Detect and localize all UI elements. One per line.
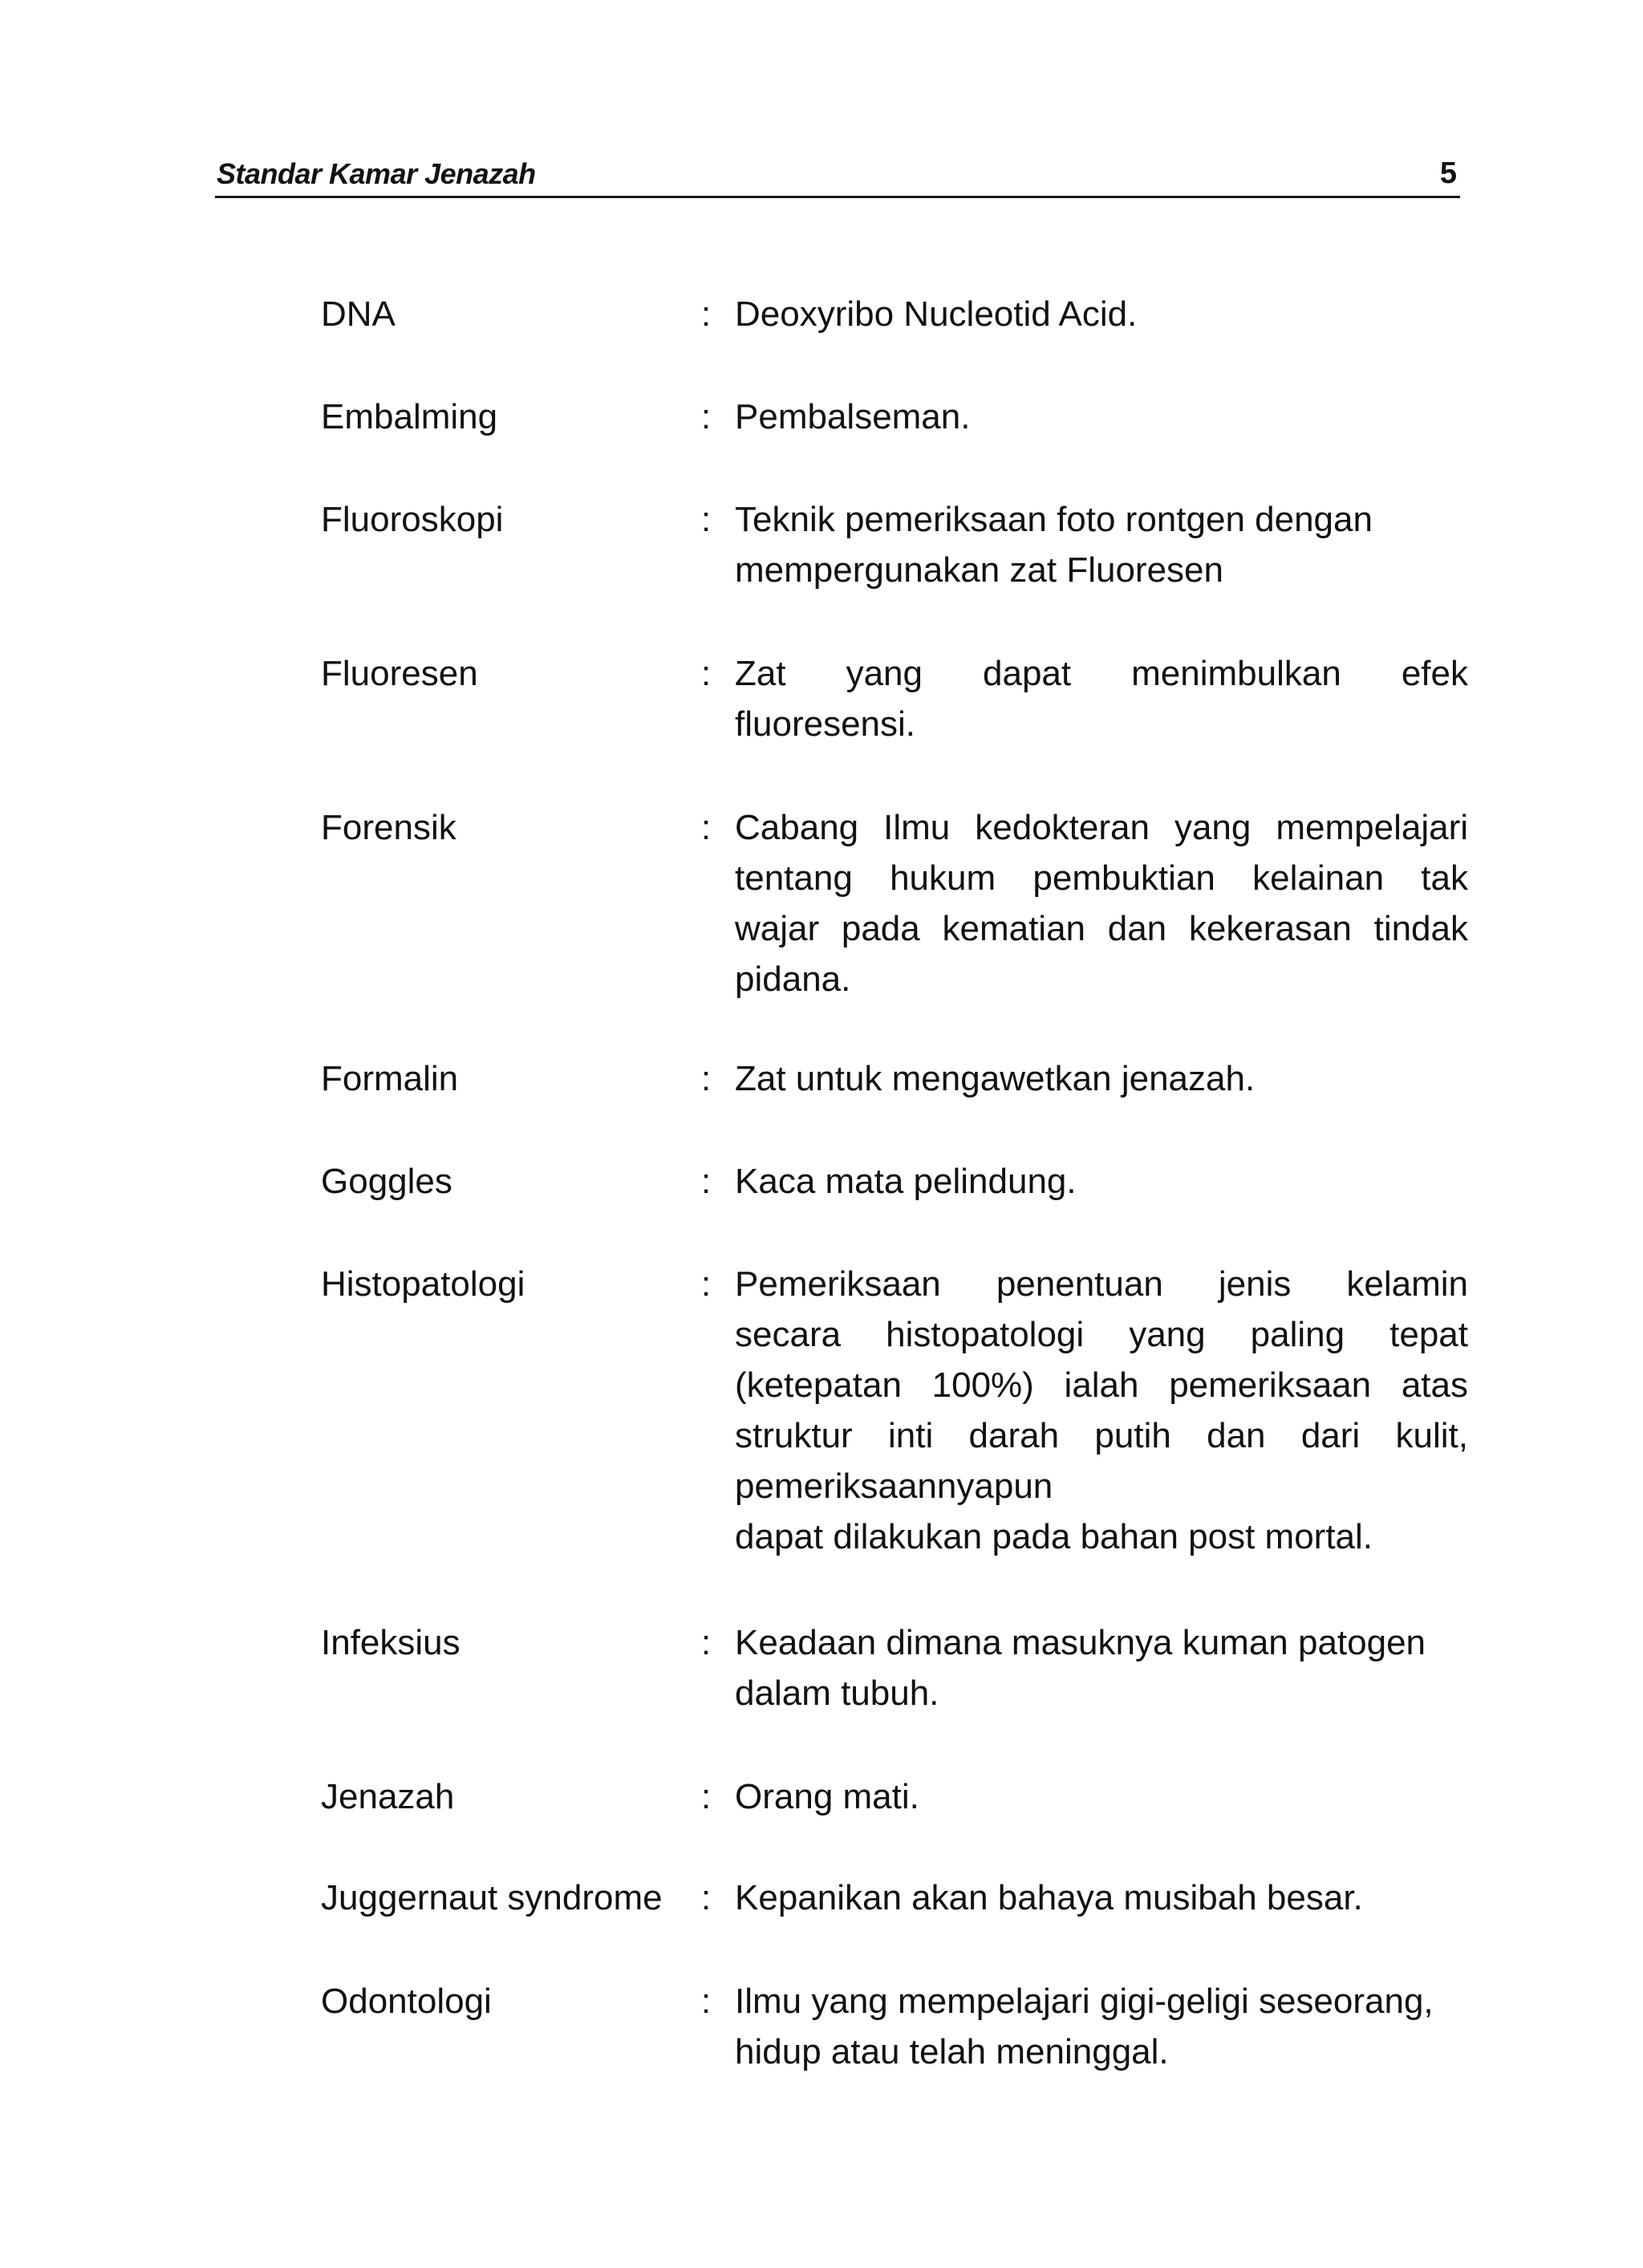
glossary-definition <box>735 392 1468 442</box>
glossary-term: Jenazah <box>321 1777 455 1816</box>
definition-line: struktur inti darah putih dan dari kulit, <box>735 1416 1468 1455</box>
glossary-definition <box>735 1156 1468 1207</box>
glossary-term: Odontologi <box>321 1982 492 2021</box>
definition-line: Ilmu yang mempelajari gigi-geligi seseorang, <box>735 1982 1434 2021</box>
definition-line: (ketepatan 100%) ialah pemeriksaan atas <box>735 1365 1468 1405</box>
glossary-term: Forensik <box>321 808 456 847</box>
term-separator: : <box>701 1059 712 1098</box>
term-separator: : <box>701 1623 712 1662</box>
definition-line: mempergunakan zat Fluoresen <box>735 550 1223 590</box>
definition-line: pidana. <box>735 960 851 999</box>
term-separator: : <box>701 1162 712 1201</box>
glossary-definition <box>735 1053 1468 1104</box>
glossary-term: Fluoroskopi <box>321 500 504 539</box>
definition-line: wajar pada kematian dan kekerasan tindak <box>735 909 1468 948</box>
glossary-entry-histopatologi <box>321 1259 1468 1562</box>
definition-line: Zat yang dapat menimbulkan efek <box>735 654 1468 693</box>
glossary-term: Formalin <box>321 1059 459 1098</box>
glossary-definition <box>735 1771 1468 1822</box>
term-separator: : <box>701 1777 712 1816</box>
page-number: 5 <box>1439 156 1457 190</box>
term-separator: : <box>701 1878 712 1917</box>
term-separator: : <box>701 397 712 436</box>
definition-line: Kaca mata pelindung. <box>735 1162 1077 1201</box>
definition-line: fluoresensi. <box>735 704 916 744</box>
glossary-term: Histopatologi <box>321 1264 525 1304</box>
glossary-term: Juggernaut syndrome <box>321 1878 663 1917</box>
running-header <box>215 154 1460 198</box>
glossary-term: Embalming <box>321 397 498 436</box>
term-separator: : <box>701 654 712 693</box>
definition-line: pemeriksaannyapun <box>735 1467 1053 1506</box>
glossary-entry-fluoroskopi <box>321 494 1468 595</box>
glossary-definition <box>735 802 1468 1004</box>
definition-line: Kepanikan akan bahaya musibah besar. <box>735 1878 1363 1917</box>
definition-line: Teknik pemeriksaan foto rontgen dengan <box>735 500 1373 539</box>
running-header-title: Standar Kamar Jenazah <box>217 157 536 190</box>
glossary-definition <box>735 648 1468 749</box>
glossary-definition <box>735 1872 1468 1923</box>
glossary-definition <box>735 494 1468 595</box>
term-separator: : <box>701 1264 712 1304</box>
definition-line: Deoxyribo Nucleotid Acid. <box>735 294 1138 334</box>
term-separator: : <box>701 500 712 539</box>
definition-line: Pembalseman. <box>735 397 971 436</box>
glossary-definition <box>735 1259 1468 1562</box>
definition-line: secara histopatologi yang paling tepat <box>735 1315 1468 1354</box>
glossary-term: Fluoresen <box>321 654 478 693</box>
definition-line: Keadaan dimana masuknya kuman patogen <box>735 1623 1426 1662</box>
glossary-definition <box>735 289 1468 339</box>
term-separator: : <box>701 294 712 334</box>
glossary-entry-dna <box>321 289 1468 339</box>
glossary-definition <box>735 1976 1468 2077</box>
glossary-entry-infeksius <box>321 1617 1468 1718</box>
glossary-entry-jenazah <box>321 1771 1468 1822</box>
definition-line: dalam tubuh. <box>735 1674 939 1713</box>
glossary-definition <box>735 1617 1468 1718</box>
definition-line: hidup atau telah meninggal. <box>735 2032 1169 2071</box>
definition-line: tentang hukum pembuktian kelainan tak <box>735 858 1468 898</box>
glossary-list <box>321 289 1468 2077</box>
term-separator: : <box>701 808 712 847</box>
glossary-entry-juggernaut-syndrome <box>321 1872 1468 1923</box>
glossary-term: Infeksius <box>321 1623 460 1662</box>
definition-line: dapat dilakukan pada bahan post mortal. <box>735 1517 1373 1556</box>
glossary-entry-forensik <box>321 802 1468 1004</box>
glossary-entry-odontologi <box>321 1976 1468 2077</box>
glossary-entry-formalin <box>321 1053 1468 1104</box>
glossary-entry-embalming <box>321 392 1468 442</box>
definition-line: Pemeriksaan penentuan jenis kelamin <box>735 1264 1468 1304</box>
glossary-term: DNA <box>321 294 396 334</box>
glossary-term: Goggles <box>321 1162 452 1201</box>
glossary-entry-goggles <box>321 1156 1468 1207</box>
definition-line: Zat untuk mengawetkan jenazah. <box>735 1059 1256 1098</box>
definition-line: Cabang Ilmu kedokteran yang mempelajari <box>735 808 1468 847</box>
term-separator: : <box>701 1982 712 2021</box>
glossary-entry-fluoresen <box>321 648 1468 749</box>
definition-line: Orang mati. <box>735 1777 919 1816</box>
